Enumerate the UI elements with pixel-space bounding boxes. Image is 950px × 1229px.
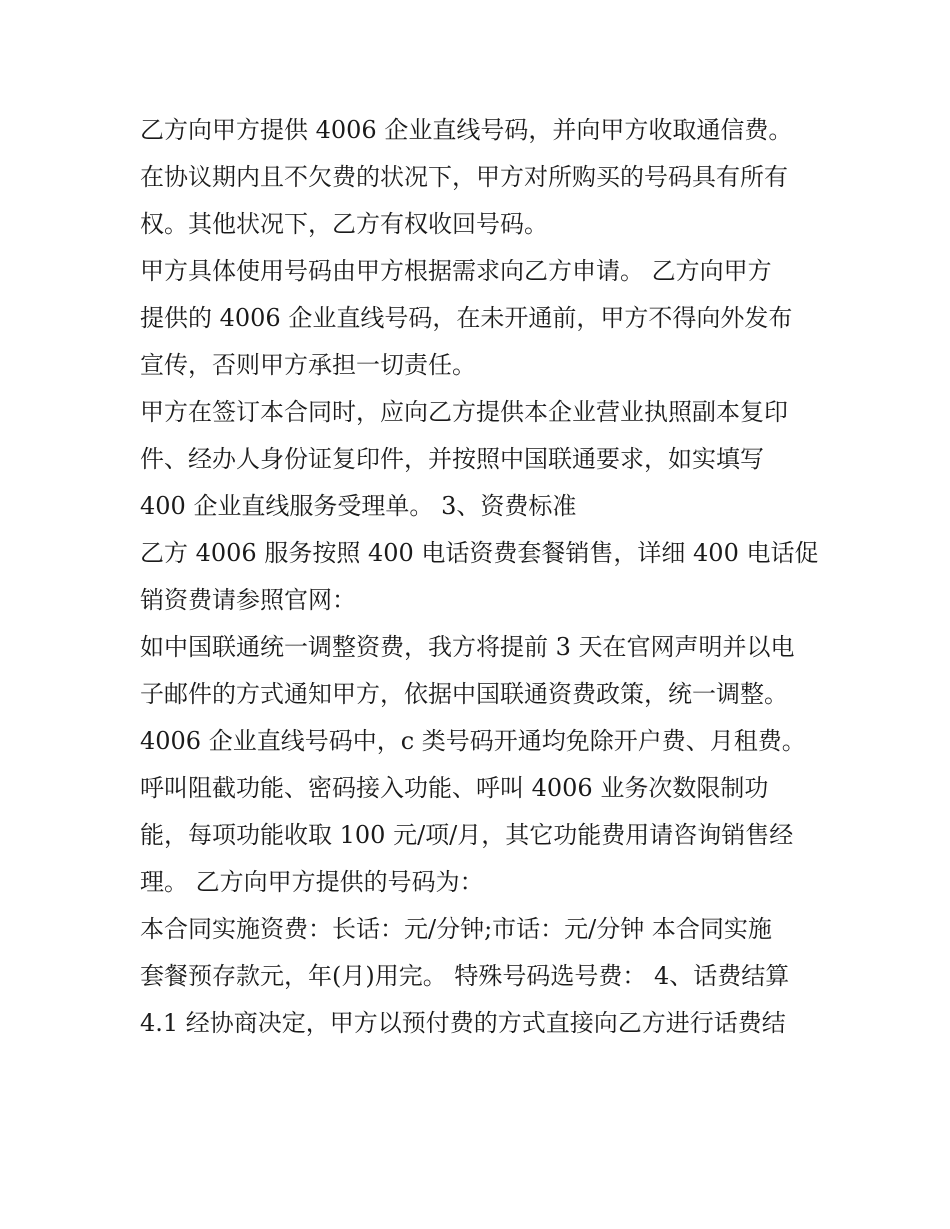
text-line: 子邮件的方式通知甲方，依据中国联通资费政策，统一调整。 — [140, 680, 788, 708]
text-line: 在协议期内且不欠费的状况下，甲方对所购买的号码具有所有 — [140, 163, 788, 191]
text-line: 乙方向甲方提供 4006 企业直线号码，并向甲方收取通信费。 — [140, 116, 793, 144]
text-line: 呼叫阻截功能、密码接入功能、呼叫 4006 业务次数限制功 — [140, 774, 769, 802]
text-line: 400 企业直线服务受理单。 3、资费标准 — [140, 492, 577, 520]
text-line: 理。 乙方向甲方提供的号码为： — [140, 868, 484, 896]
document-body — [140, 107, 830, 1047]
text-line: 能，每项功能收取 100 元/项/月，其它功能费用请咨询销售经 — [140, 821, 794, 849]
text-line: 权。其他状况下，乙方有权收回号码。 — [140, 210, 548, 238]
text-line: 销资费请参照官网： — [140, 586, 356, 614]
text-line: 件、经办人身份证复印件，并按照中国联通要求，如实填写 — [140, 445, 764, 473]
text-line: 宣传，否则甲方承担一切责任。 — [140, 351, 476, 379]
text-line: 套餐预存款元，年(月)用完。 特殊号码选号费： 4、话费结算 — [140, 962, 790, 990]
text-line: 甲方在签订本合同时，应向乙方提供本企业营业执照副本复印 — [140, 398, 788, 426]
text-line: 甲方具体使用号码由甲方根据需求向乙方申请。 乙方向甲方 — [140, 257, 772, 285]
text-line: 提供的 4006 企业直线号码，在未开通前，甲方不得向外发布 — [140, 304, 793, 332]
text-line: 4.1 经协商决定，甲方以预付费的方式直接向乙方进行话费结 — [140, 1009, 786, 1037]
text-line: 如中国联通统一调整资费，我方将提前 3 天在官网声明并以电 — [140, 633, 795, 661]
text-line: 本合同实施资费：长话：元/分钟;市话：元/分钟 本合同实施 — [140, 915, 772, 943]
text-line: 乙方 4006 服务按照 400 电话资费套餐销售，详细 400 电话促 — [140, 539, 819, 567]
text-line: 4006 企业直线号码中，c 类号码开通均免除开户费、月租费。 — [140, 727, 806, 755]
